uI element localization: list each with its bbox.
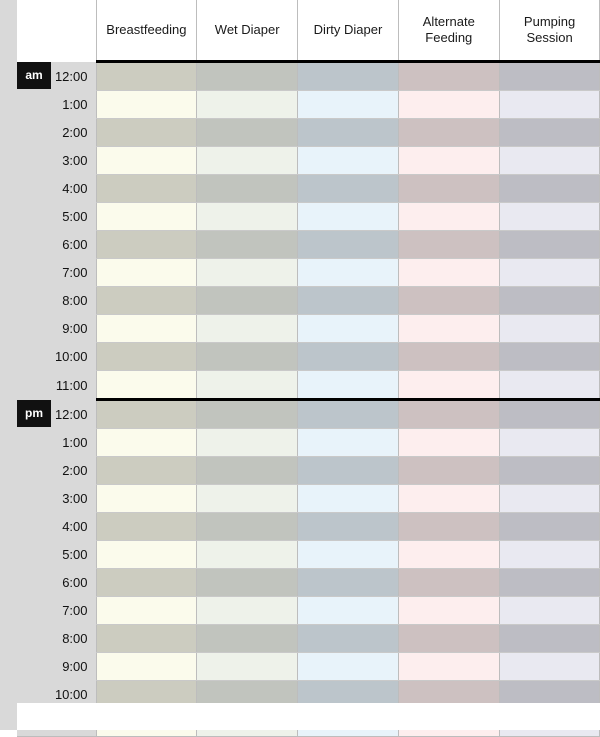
- cell-breastfeeding[interactable]: [96, 541, 197, 569]
- time-label-cell: [17, 62, 96, 91]
- cell-alternate-feeding[interactable]: [398, 91, 499, 119]
- cell-dirty-diaper[interactable]: [298, 541, 399, 569]
- cell-wet-diaper[interactable]: [197, 287, 298, 315]
- cell-breastfeeding[interactable]: [96, 147, 197, 175]
- tracker-table: [17, 0, 600, 737]
- cell-breastfeeding[interactable]: [96, 119, 197, 147]
- cell-alternate-feeding[interactable]: [398, 119, 499, 147]
- cell-breastfeeding[interactable]: [96, 625, 197, 653]
- time-label: 9:00: [62, 321, 88, 336]
- cell-breastfeeding[interactable]: [96, 287, 197, 315]
- table-body: [17, 62, 600, 737]
- time-label-cell: [17, 91, 96, 119]
- time-label-cell: [17, 569, 96, 597]
- cell-pumping-session[interactable]: [499, 569, 600, 597]
- tracker-table-wrap: [17, 0, 600, 737]
- time-label-cell: [17, 513, 96, 541]
- cell-alternate-feeding[interactable]: [398, 400, 499, 429]
- time-label-cell: [17, 175, 96, 203]
- table-row: [17, 569, 600, 597]
- cell-wet-diaper[interactable]: [197, 119, 298, 147]
- cell-breastfeeding[interactable]: [96, 653, 197, 681]
- table-row: [17, 429, 600, 457]
- cell-breastfeeding[interactable]: [96, 259, 197, 287]
- table-row: [17, 400, 600, 429]
- cell-breastfeeding[interactable]: [96, 91, 197, 119]
- cell-alternate-feeding[interactable]: [398, 513, 499, 541]
- cell-wet-diaper[interactable]: [197, 91, 298, 119]
- cell-alternate-feeding[interactable]: [398, 287, 499, 315]
- cell-alternate-feeding[interactable]: [398, 541, 499, 569]
- cell-pumping-session[interactable]: [499, 485, 600, 513]
- cell-dirty-diaper[interactable]: [298, 91, 399, 119]
- table-row: [17, 513, 600, 541]
- table-row: [17, 62, 600, 91]
- table-row: [17, 653, 600, 681]
- time-label-cell: [17, 203, 96, 231]
- cell-wet-diaper[interactable]: [197, 653, 298, 681]
- table-row: [17, 119, 600, 147]
- cell-dirty-diaper[interactable]: [298, 259, 399, 287]
- cell-dirty-diaper[interactable]: [298, 147, 399, 175]
- time-label: 7:00: [62, 603, 88, 618]
- ampm-badge: am: [17, 62, 51, 89]
- table-row: [17, 259, 600, 287]
- cell-dirty-diaper[interactable]: [298, 513, 399, 541]
- cell-wet-diaper[interactable]: [197, 147, 298, 175]
- header-wet-diaper: Wet Diaper: [197, 0, 298, 62]
- cell-dirty-diaper[interactable]: [298, 400, 399, 429]
- cell-pumping-session[interactable]: [499, 315, 600, 343]
- header-alternate-feeding: Alternate Feeding: [398, 0, 499, 62]
- cell-alternate-feeding[interactable]: [398, 569, 499, 597]
- table-row: [17, 203, 600, 231]
- cell-pumping-session[interactable]: [499, 457, 600, 485]
- table-row: [17, 315, 600, 343]
- time-label: 8:00: [62, 293, 88, 308]
- time-label-cell: [17, 147, 96, 175]
- cell-alternate-feeding[interactable]: [398, 147, 499, 175]
- cell-alternate-feeding[interactable]: [398, 457, 499, 485]
- cell-wet-diaper[interactable]: [197, 625, 298, 653]
- cell-dirty-diaper[interactable]: [298, 203, 399, 231]
- cell-wet-diaper[interactable]: [197, 597, 298, 625]
- time-label-cell: [17, 119, 96, 147]
- cell-wet-diaper[interactable]: [197, 175, 298, 203]
- header-dirty-diaper: Dirty Diaper: [298, 0, 399, 62]
- cell-dirty-diaper[interactable]: [298, 569, 399, 597]
- cell-pumping-session[interactable]: [499, 287, 600, 315]
- cell-breastfeeding[interactable]: [96, 315, 197, 343]
- cell-alternate-feeding[interactable]: [398, 625, 499, 653]
- cell-pumping-session[interactable]: [499, 371, 600, 400]
- time-label-cell: [17, 625, 96, 653]
- time-label: 2:00: [62, 463, 88, 478]
- table-row: [17, 343, 600, 371]
- time-label: 1:00: [62, 435, 88, 450]
- cell-pumping-session[interactable]: [499, 203, 600, 231]
- cell-breastfeeding[interactable]: [96, 231, 197, 259]
- table-row: [17, 371, 600, 400]
- cell-pumping-session[interactable]: [499, 343, 600, 371]
- cell-dirty-diaper[interactable]: [298, 653, 399, 681]
- cell-pumping-session[interactable]: [499, 119, 600, 147]
- table-row: [17, 175, 600, 203]
- cell-alternate-feeding[interactable]: [398, 343, 499, 371]
- time-label-cell: [17, 231, 96, 259]
- cell-breastfeeding[interactable]: [96, 203, 197, 231]
- time-label: 3:00: [62, 491, 88, 506]
- cell-alternate-feeding[interactable]: [398, 175, 499, 203]
- cell-alternate-feeding[interactable]: [398, 429, 499, 457]
- cell-pumping-session[interactable]: [499, 625, 600, 653]
- table-row: [17, 287, 600, 315]
- time-label: 4:00: [62, 181, 88, 196]
- cell-dirty-diaper[interactable]: [298, 429, 399, 457]
- time-label: 9:00: [62, 659, 88, 674]
- time-label-cell: [17, 371, 96, 400]
- cell-breastfeeding[interactable]: [96, 62, 197, 91]
- cell-alternate-feeding[interactable]: [398, 371, 499, 400]
- time-label-cell: [17, 259, 96, 287]
- time-label-cell: [17, 597, 96, 625]
- cell-wet-diaper[interactable]: [197, 203, 298, 231]
- time-label: 3:00: [62, 153, 88, 168]
- table-header: [17, 0, 600, 62]
- time-label-cell: [17, 653, 96, 681]
- cell-breastfeeding[interactable]: [96, 400, 197, 429]
- cell-dirty-diaper[interactable]: [298, 625, 399, 653]
- cell-wet-diaper[interactable]: [197, 541, 298, 569]
- cell-pumping-session[interactable]: [499, 400, 600, 429]
- cell-breastfeeding[interactable]: [96, 457, 197, 485]
- cell-dirty-diaper[interactable]: [298, 457, 399, 485]
- cell-breastfeeding[interactable]: [96, 343, 197, 371]
- time-label-cell: [17, 287, 96, 315]
- cell-dirty-diaper[interactable]: [298, 287, 399, 315]
- cell-wet-diaper[interactable]: [197, 400, 298, 429]
- table-row: [17, 485, 600, 513]
- table-row: [17, 541, 600, 569]
- time-label-cell: [17, 485, 96, 513]
- time-label-cell: [17, 400, 96, 429]
- cell-wet-diaper[interactable]: [197, 457, 298, 485]
- bottom-fill: [0, 703, 600, 730]
- cell-dirty-diaper[interactable]: [298, 231, 399, 259]
- cell-wet-diaper[interactable]: [197, 569, 298, 597]
- header-row: [17, 0, 600, 62]
- bottom-gutter: [0, 703, 17, 730]
- time-label-cell: [17, 541, 96, 569]
- cell-breastfeeding[interactable]: [96, 485, 197, 513]
- table-row: [17, 625, 600, 653]
- cell-pumping-session[interactable]: [499, 147, 600, 175]
- cell-alternate-feeding[interactable]: [398, 259, 499, 287]
- time-label: 5:00: [62, 547, 88, 562]
- cell-wet-diaper[interactable]: [197, 429, 298, 457]
- table-row: [17, 231, 600, 259]
- time-label: 10:00: [54, 687, 88, 702]
- table-row: [17, 91, 600, 119]
- cell-pumping-session[interactable]: [499, 541, 600, 569]
- cell-breastfeeding[interactable]: [96, 371, 197, 400]
- cell-dirty-diaper[interactable]: [298, 175, 399, 203]
- time-label-cell: [17, 343, 96, 371]
- cell-breastfeeding[interactable]: [96, 429, 197, 457]
- cell-dirty-diaper[interactable]: [298, 485, 399, 513]
- left-gutter: [0, 0, 17, 730]
- header-time-corner: [17, 0, 96, 62]
- header-breastfeeding: Breastfeeding: [96, 0, 197, 62]
- time-label: 4:00: [62, 519, 88, 534]
- time-label: 10:00: [54, 349, 88, 364]
- cell-alternate-feeding[interactable]: [398, 315, 499, 343]
- cell-wet-diaper[interactable]: [197, 513, 298, 541]
- cell-dirty-diaper[interactable]: [298, 371, 399, 400]
- cell-pumping-session[interactable]: [499, 429, 600, 457]
- cell-pumping-session[interactable]: [499, 175, 600, 203]
- cell-dirty-diaper[interactable]: [298, 62, 399, 91]
- cell-dirty-diaper[interactable]: [298, 315, 399, 343]
- time-label-cell: [17, 429, 96, 457]
- ampm-badge: pm: [17, 400, 51, 427]
- cell-wet-diaper[interactable]: [197, 259, 298, 287]
- time-label: 7:00: [62, 265, 88, 280]
- time-label: 12:00: [54, 406, 88, 422]
- cell-breastfeeding[interactable]: [96, 175, 197, 203]
- table-row: [17, 597, 600, 625]
- cell-breastfeeding[interactable]: [96, 513, 197, 541]
- table-row: [17, 147, 600, 175]
- cell-wet-diaper[interactable]: [197, 371, 298, 400]
- cell-alternate-feeding[interactable]: [398, 653, 499, 681]
- time-label: 2:00: [62, 125, 88, 140]
- header-pumping-session: Pumping Session: [499, 0, 600, 62]
- cell-alternate-feeding[interactable]: [398, 597, 499, 625]
- cell-wet-diaper[interactable]: [197, 485, 298, 513]
- cell-pumping-session[interactable]: [499, 91, 600, 119]
- cell-dirty-diaper[interactable]: [298, 343, 399, 371]
- time-label: 6:00: [62, 237, 88, 252]
- time-label-cell: [17, 457, 96, 485]
- cell-wet-diaper[interactable]: [197, 231, 298, 259]
- cell-pumping-session[interactable]: [499, 259, 600, 287]
- cell-pumping-session[interactable]: [499, 597, 600, 625]
- cell-alternate-feeding[interactable]: [398, 231, 499, 259]
- table-row: [17, 457, 600, 485]
- cell-pumping-session[interactable]: [499, 513, 600, 541]
- time-label: 12:00: [54, 68, 88, 84]
- cell-wet-diaper[interactable]: [197, 62, 298, 91]
- time-label-cell: [17, 315, 96, 343]
- cell-alternate-feeding[interactable]: [398, 485, 499, 513]
- cell-alternate-feeding[interactable]: [398, 203, 499, 231]
- cell-breastfeeding[interactable]: [96, 569, 197, 597]
- cell-wet-diaper[interactable]: [197, 343, 298, 371]
- time-label: 11:00: [55, 377, 88, 393]
- cell-pumping-session[interactable]: [499, 653, 600, 681]
- cell-pumping-session[interactable]: [499, 62, 600, 91]
- cell-alternate-feeding[interactable]: [398, 62, 499, 91]
- time-label: 5:00: [62, 209, 88, 224]
- time-label: 8:00: [62, 631, 88, 646]
- cell-dirty-diaper[interactable]: [298, 597, 399, 625]
- cell-dirty-diaper[interactable]: [298, 119, 399, 147]
- time-label: 1:00: [62, 97, 88, 112]
- cell-pumping-session[interactable]: [499, 231, 600, 259]
- cell-breastfeeding[interactable]: [96, 597, 197, 625]
- time-label: 6:00: [62, 575, 88, 590]
- cell-wet-diaper[interactable]: [197, 315, 298, 343]
